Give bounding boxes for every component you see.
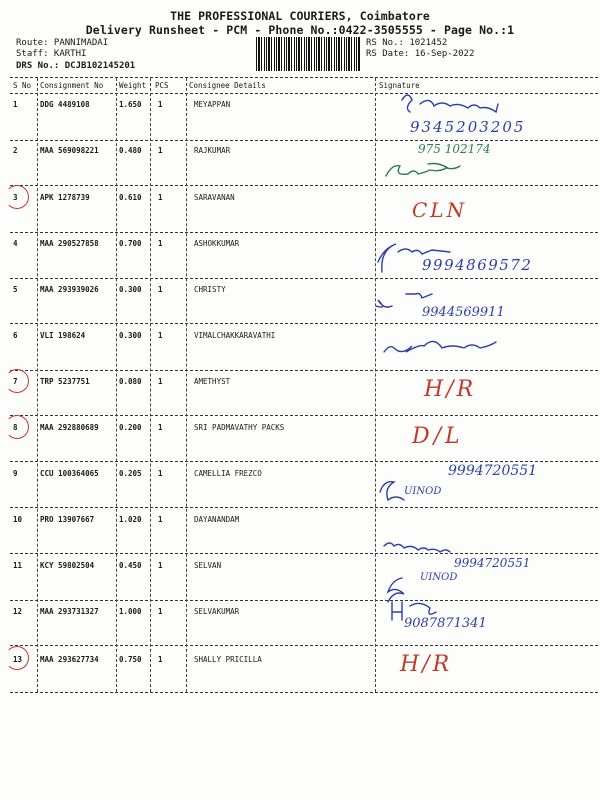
route-label: Route: PANNIMADAI <box>16 38 109 48</box>
rs-number: RS No.: 1021452 <box>366 38 448 48</box>
row-sno: 1 <box>13 100 18 109</box>
row-sno: 6 <box>13 331 18 340</box>
row-weight: 0.300 <box>119 331 142 340</box>
row-sno: 13 <box>13 655 23 664</box>
row-pcs: 1 <box>158 561 163 570</box>
row-consignee: SHALLY PRICILLA <box>194 655 262 664</box>
row-sno: 7 <box>13 377 18 386</box>
col-sno: S No <box>13 81 32 90</box>
row-consignee: RAJKUMAR <box>194 146 231 155</box>
signature-phone: 9994720551 <box>448 463 538 479</box>
signature-dl: D/L <box>412 424 464 449</box>
row-pcs: 1 <box>158 193 163 202</box>
row-consignee: CAMELLIA FREZCO <box>194 469 262 478</box>
col-signature: Signature <box>379 81 420 90</box>
row-sno: 8 <box>13 423 18 432</box>
row-consignee: SARAVANAN <box>194 193 235 202</box>
row-weight: 1.000 <box>119 607 142 616</box>
runsheet-subtitle: Delivery Runsheet - PCM - Phone No.:0422-3505555 - Page No.:1 <box>85 23 515 37</box>
signature-name: UINOD <box>420 572 458 583</box>
row-consignment: CCU 100364065 <box>40 469 99 478</box>
row-sno: 11 <box>13 561 23 570</box>
row-consignee: ASHOKKUMAR <box>194 239 240 248</box>
row-weight: 0.480 <box>119 146 142 155</box>
row-sno: 3 <box>13 193 18 202</box>
company-title: THE PROFESSIONAL COURIERS, Coimbatore <box>170 9 430 23</box>
row-consignee: VIMALCHAKKARAVATHI <box>194 331 276 340</box>
row-weight: 0.080 <box>119 377 142 386</box>
col-weight: Weight <box>119 81 147 90</box>
row-consignment: MAA 292880689 <box>40 423 99 432</box>
row-weight: 0.610 <box>119 193 142 202</box>
row-pcs: 1 <box>158 100 163 109</box>
rs-date: RS Date: 16-Sep-2022 <box>366 49 475 59</box>
row-weight: 0.750 <box>119 655 142 664</box>
signature-phone: 975 102174 <box>418 142 491 156</box>
signature-phone: 9994869572 <box>422 256 533 274</box>
row-sno: 2 <box>13 146 18 155</box>
signature-phone: 9345203205 <box>410 118 526 136</box>
row-sno: 12 <box>13 607 23 616</box>
row-weight: 0.450 <box>119 561 142 570</box>
row-consignment: MAA 293939026 <box>40 285 99 294</box>
signature-hr: H/R <box>424 377 477 402</box>
row-consignment: MAA 293731327 <box>40 607 99 616</box>
signature-name: UINOD <box>404 486 442 497</box>
row-sno: 10 <box>13 515 23 524</box>
col-consignment: Consignment No <box>40 81 104 90</box>
row-sno: 4 <box>13 239 18 248</box>
row-consignment: MAA 293627734 <box>40 655 99 664</box>
row-pcs: 1 <box>158 331 163 340</box>
row-pcs: 1 <box>158 515 163 524</box>
signature-phone: 9944569911 <box>422 305 505 320</box>
signature-phone: 9994720551 <box>454 556 531 570</box>
signature-hr: H/R <box>400 652 453 677</box>
row-sno: 5 <box>13 285 18 294</box>
signature-cln: CLN <box>412 198 468 222</box>
row-consignee: DAYANANDAM <box>194 515 240 524</box>
row-consignment: KCY 59802504 <box>40 561 95 570</box>
row-weight: 0.300 <box>119 285 142 294</box>
row-consignment: PRO 13907667 <box>40 515 95 524</box>
row-pcs: 1 <box>158 285 163 294</box>
row-pcs: 1 <box>158 607 163 616</box>
row-consignee: SRI PADMAVATHY PACKS <box>194 423 285 432</box>
row-pcs: 1 <box>158 239 163 248</box>
row-consignee: SELVAKUMAR <box>194 607 240 616</box>
row-consignment: APK 1278739 <box>40 193 90 202</box>
row-weight: 1.650 <box>119 100 142 109</box>
row-consignment: VLI 198624 <box>40 331 86 340</box>
row-pcs: 1 <box>158 377 163 386</box>
row-weight: 0.200 <box>119 423 142 432</box>
col-consignee: Consignee Details <box>189 81 266 90</box>
row-weight: 0.700 <box>119 239 142 248</box>
row-consignee: MEYAPPAN <box>194 100 231 109</box>
row-consignee: SELVAN <box>194 561 222 570</box>
row-pcs: 1 <box>158 469 163 478</box>
col-pcs: PCS <box>155 81 169 90</box>
row-weight: 0.205 <box>119 469 142 478</box>
row-pcs: 1 <box>158 423 163 432</box>
signature-phone: 9087871341 <box>404 616 487 631</box>
row-pcs: 1 <box>158 146 163 155</box>
row-consignment: MAA 290527858 <box>40 239 99 248</box>
row-pcs: 1 <box>158 655 163 664</box>
row-sno: 9 <box>13 469 18 478</box>
row-weight: 1.020 <box>119 515 142 524</box>
row-consignment: MAA 569098221 <box>40 146 99 155</box>
staff-label: Staff: KARTHI <box>16 49 87 59</box>
drs-number: DRS No.: DCJB102145201 <box>16 61 136 71</box>
row-consignment: TRP 5237751 <box>40 377 90 386</box>
row-consignee: AMETHYST <box>194 377 231 386</box>
row-consignment: DDG 4489108 <box>40 100 90 109</box>
row-consignee: CHRISTY <box>194 285 226 294</box>
